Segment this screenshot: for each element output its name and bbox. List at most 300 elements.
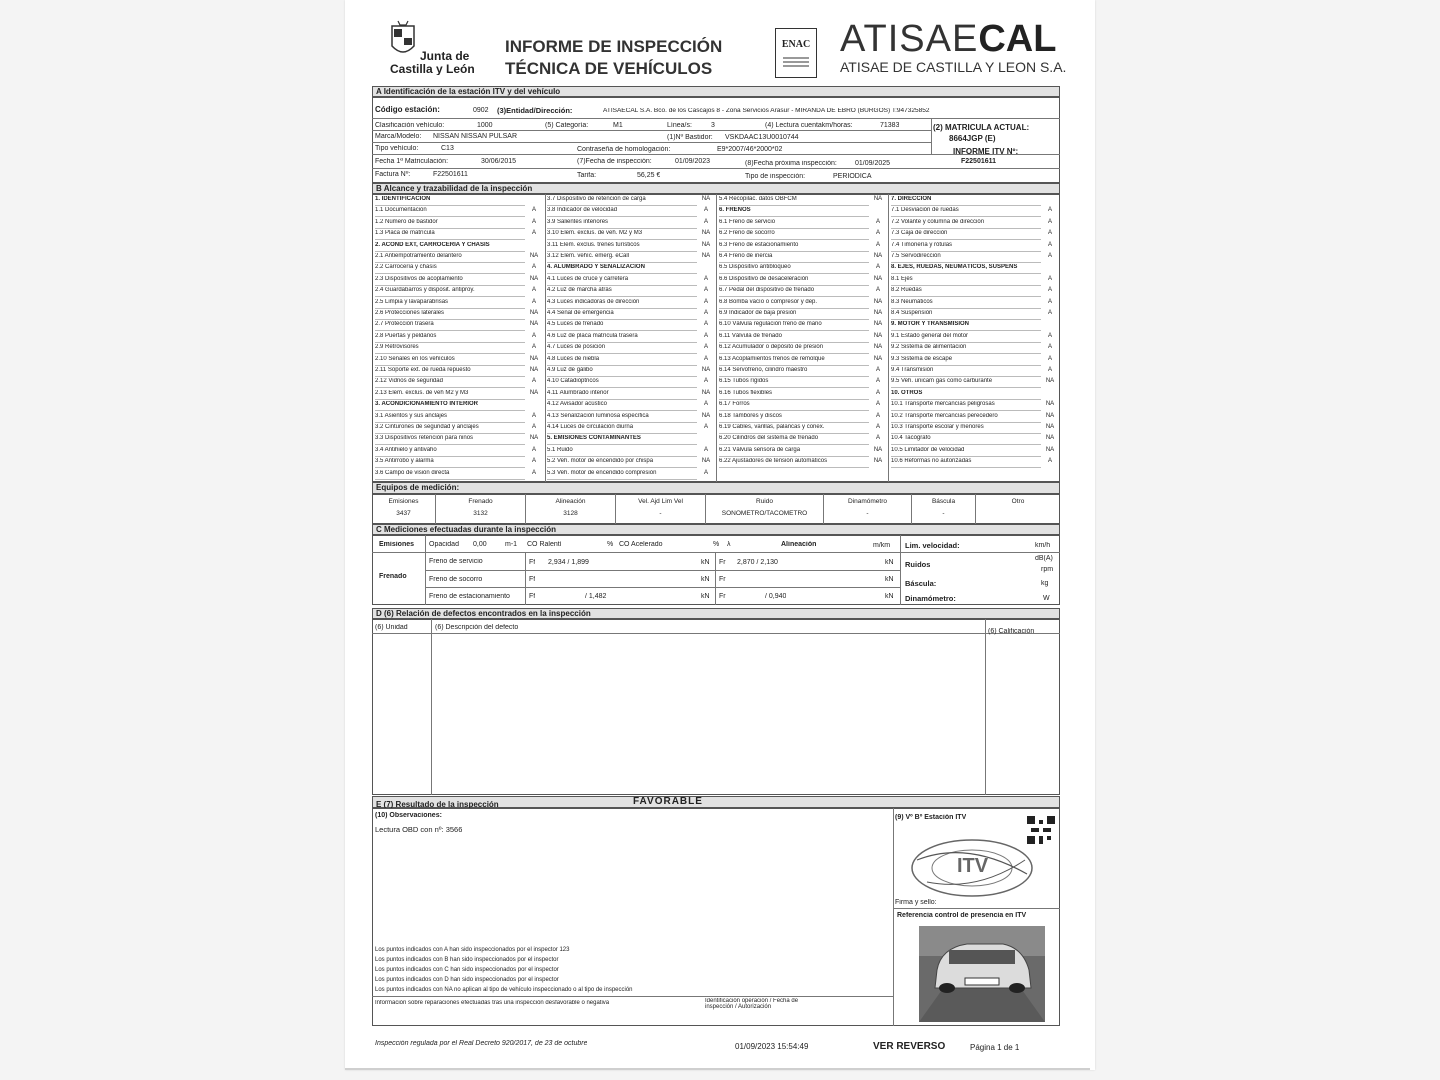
check-row-divider <box>719 387 869 388</box>
check-row-divider <box>375 433 525 434</box>
note-line: Los puntos indicados con NA no aplican al tipo de vehículo inspeccionado o al tipo de inspección <box>375 987 633 993</box>
check-row-divider <box>547 273 697 274</box>
check-label: 3.4 Antihielo y antivaho <box>375 446 437 453</box>
estac-fr-unit: kN <box>885 593 894 600</box>
check-row-divider <box>375 387 525 388</box>
check-label: 1.1 Documentación <box>375 207 427 214</box>
check-result: A <box>875 412 880 419</box>
check-label: 2.6 Protecciones laterales <box>375 310 445 316</box>
check-result: NA <box>873 253 883 259</box>
check-row-divider <box>375 296 525 297</box>
lectura-value: 71383 <box>880 122 900 129</box>
equipo-cell <box>436 494 526 524</box>
check-group-title: 5. EMISIONES CONTAMINANTES <box>547 435 641 442</box>
check-result: A <box>1047 241 1052 248</box>
check-result: A <box>1047 458 1052 465</box>
check-row-divider <box>547 444 697 445</box>
check-label: 3.11 Elem. exclus. trenes turísticos <box>547 241 640 248</box>
check-result: A <box>531 218 536 225</box>
check-result: A <box>703 321 708 328</box>
check-row-divider <box>719 262 869 263</box>
check-label: 4.5 Luces de frenado <box>547 321 604 328</box>
tarifa-value: 56,25 € <box>637 172 661 179</box>
vehicle-presence-photo <box>919 926 1045 1022</box>
check-result: A <box>703 344 708 351</box>
check-result: NA <box>701 412 711 419</box>
section-e-title: E (7) Resultado de la inspección <box>376 800 499 809</box>
section-c-title: C Mediciones efectuadas durante la inspección <box>376 525 557 534</box>
check-row-divider <box>891 365 1041 366</box>
check-result: A <box>1047 287 1052 294</box>
check-result: A <box>531 264 536 271</box>
contrasena-label: Contraseña de homologación: <box>577 146 671 153</box>
co-ralenti-unit: % <box>607 541 614 548</box>
check-row-divider <box>719 205 869 206</box>
check-row-divider <box>891 422 1041 423</box>
servicio-ff-label: Ff <box>529 559 536 566</box>
check-row-divider <box>375 319 525 320</box>
check-result: NA <box>873 446 883 453</box>
check-label: 4.3 Luces indicadoras de dirección <box>547 298 640 305</box>
check-result: A <box>1047 310 1052 316</box>
brand-left: ATISAE <box>840 18 979 60</box>
check-result: A <box>703 401 708 408</box>
check-label: 2.1 Antiempotramiento delantero <box>375 253 462 259</box>
check-label: 2.3 Dispositivos de acoplamiento <box>375 275 463 282</box>
check-label: 4.9 Luz de gálibo <box>547 367 593 373</box>
check-row-divider <box>719 467 869 468</box>
dinamometro-label: Dinamómetro: <box>905 595 956 603</box>
check-result: A <box>1047 367 1052 373</box>
section-a-title: A Identificación de la estación ITV y del vehículo <box>376 87 561 96</box>
check-label: 6.1 Freno de servicio <box>719 218 776 225</box>
check-result: A <box>703 207 708 214</box>
check-result: NA <box>1045 401 1055 408</box>
obs-text: Lectura OBD con nº: 3566 <box>375 826 463 834</box>
linea-label: Línea/s: <box>667 122 692 129</box>
car-photo-icon <box>919 926 1045 1022</box>
check-label: 8.1 Ejes <box>891 275 913 282</box>
matric-label: Fecha 1ª Matriculación: <box>375 158 449 165</box>
estac-ff-label: Ff <box>529 593 536 600</box>
check-result: A <box>703 298 708 305</box>
codigo-estacion-label: Código estación: <box>375 106 440 114</box>
check-row-divider <box>547 308 697 309</box>
check-result: NA <box>873 310 883 316</box>
check-label: 3.2 Cinturones de seguridad y anclajes <box>375 424 479 430</box>
check-row-divider <box>547 319 697 320</box>
check-result: NA <box>701 241 711 248</box>
check-row-divider <box>891 319 1041 320</box>
col-unidad-header: (6) Unidad <box>375 624 408 631</box>
check-label: 9.4 Transmisión <box>891 367 934 373</box>
check-row-divider <box>375 353 525 354</box>
fecha-insp-value: 01/09/2023 <box>675 158 711 165</box>
check-label: 4.10 Catadióptricos <box>547 378 599 385</box>
clasif-label: Clasificación vehículo: <box>375 122 445 129</box>
check-result: A <box>875 264 880 271</box>
result-favorable: FAVORABLE <box>633 797 703 807</box>
check-label: 4.11 Alumbrado interior <box>547 389 609 396</box>
check-row-divider <box>547 285 697 286</box>
socorro-fr-unit: kN <box>885 576 894 583</box>
check-row-divider <box>719 216 869 217</box>
check-label: 6.17 Forros <box>719 401 750 408</box>
check-row-divider <box>375 228 525 229</box>
check-label: 7.1 Desviación de ruedas <box>891 207 959 214</box>
frenado-label: Frenado <box>379 573 407 580</box>
check-row-divider <box>547 330 697 331</box>
check-result: A <box>875 241 880 248</box>
estac-fr-value: / 0,940 <box>765 593 787 600</box>
equipo-cell <box>824 494 912 524</box>
check-label: 10.3 Transporte escolar y menores <box>891 424 984 430</box>
check-label: 4.1 Luces de cruce y carretera <box>547 275 629 282</box>
check-row-divider <box>375 456 525 457</box>
check-row-divider <box>891 410 1041 411</box>
check-row-divider <box>891 353 1041 354</box>
stamp-text: ITV <box>957 856 989 876</box>
jcyl-line1: Junta de <box>420 50 470 62</box>
check-label: 7.4 Timonería y rótulas <box>891 241 953 248</box>
check-label: 6.4 Freno de inercia <box>719 253 773 259</box>
check-row-divider <box>719 285 869 286</box>
clasif-value: 1000 <box>477 122 493 129</box>
co-acelerado-label: CO Acelerado <box>619 541 663 548</box>
check-label: 6.6 Dispositivo de desaceleración <box>719 275 809 282</box>
check-label: 2.10 Señales en los vehículos <box>375 355 455 362</box>
check-group-title: 1. IDENTIFICACIÓN <box>375 196 431 202</box>
check-result: A <box>531 344 536 351</box>
linea-value: 3 <box>711 122 715 129</box>
report-title <box>505 36 722 80</box>
check-row-divider <box>719 456 869 457</box>
check-result: NA <box>1045 435 1055 442</box>
factura-value: F22501611 <box>433 171 468 178</box>
note-line: Los puntos indicados con C han sido inspeccionados por el inspector <box>375 967 559 973</box>
opacidad-value: 0,00 <box>473 541 487 548</box>
check-result: A <box>1047 298 1052 305</box>
check-row-divider <box>547 205 697 206</box>
check-result: NA <box>873 344 883 351</box>
check-row-divider <box>547 467 697 468</box>
check-label: 8.3 Neumáticos <box>891 298 933 305</box>
check-label: 2.12 Vidrios de seguridad <box>375 378 443 385</box>
servicio-fr-label: Fr <box>719 559 726 566</box>
check-result: NA <box>701 196 711 202</box>
check-row-divider <box>719 444 869 445</box>
matricula-value: 8664JGP (E) <box>949 135 996 143</box>
check-label: 6.3 Freno de estacionamiento <box>719 241 799 248</box>
check-row-divider <box>891 228 1041 229</box>
fecha-insp-label: (7)Fecha de inspección: <box>577 158 652 165</box>
check-row-divider <box>719 399 869 400</box>
check-row-divider <box>719 342 869 343</box>
scan-bottom-edge <box>345 1068 1090 1070</box>
obs-label: (10) Observaciones: <box>375 812 442 819</box>
section-e-header <box>372 796 1060 808</box>
equipo-value: 3128 <box>563 510 578 517</box>
check-label: 9.1 Estado general del motor <box>891 332 969 339</box>
check-result: A <box>531 446 536 453</box>
check-result: A <box>531 332 536 339</box>
socorro-fr-label: Fr <box>719 576 726 583</box>
equipo-name: Alineación <box>555 498 586 505</box>
section-d-title: D (6) Relación de defectos encontrados en la inspección <box>376 609 591 618</box>
matric-value: 30/06/2015 <box>481 158 517 165</box>
equipo-name: Báscula <box>931 498 956 505</box>
check-row-divider <box>547 479 697 480</box>
tipo-value: C13 <box>441 145 454 152</box>
check-label: 4.14 Luces de circulación diurna <box>547 424 634 430</box>
check-label: 6.16 Tubos flexibles <box>719 389 773 396</box>
check-row-divider <box>547 251 697 252</box>
check-row-divider <box>719 296 869 297</box>
co-acelerado-unit: % <box>713 541 720 548</box>
check-row-divider <box>375 410 525 411</box>
section-a-header <box>372 86 1060 97</box>
tipo-label: Tipo vehículo: <box>375 145 419 152</box>
check-group-title: 2. ACOND EXT, CARROCERÍA Y CHASIS <box>375 241 490 248</box>
equipo-cell <box>912 494 976 524</box>
check-label: 5.3 Veh. motor de encendido compresión <box>547 469 657 476</box>
check-result: NA <box>529 321 539 328</box>
dinamometro-unit: W <box>1043 595 1050 602</box>
check-result: NA <box>529 355 539 362</box>
section-d-header <box>372 608 1060 619</box>
check-row-divider <box>719 228 869 229</box>
check-result: A <box>703 446 708 453</box>
check-label: 6.2 Freno de socorro <box>719 230 775 237</box>
note-line: Los puntos indicados con B han sido inspeccionados por el inspector <box>375 957 559 963</box>
equipo-cell <box>526 494 616 524</box>
check-result: NA <box>873 275 883 282</box>
check-result: A <box>703 378 708 385</box>
check-group-title: 7. DIRECCIÓN <box>891 196 932 202</box>
check-row-divider <box>375 239 525 240</box>
ruidos-unit2: rpm <box>1041 566 1054 573</box>
categoria-value: M1 <box>613 122 623 129</box>
check-result: NA <box>1045 378 1055 385</box>
check-row-divider <box>547 239 697 240</box>
servicio-fr-unit: kN <box>885 559 894 566</box>
check-label: 4.13 Señalización luminosa específica <box>547 412 649 419</box>
check-row-divider <box>375 467 525 468</box>
check-row-divider <box>719 319 869 320</box>
check-result: A <box>531 287 536 294</box>
estac-ff-unit: kN <box>701 593 710 600</box>
check-label: 3.7 Dispositivo de retención de carga <box>547 196 646 202</box>
check-result: A <box>703 310 708 316</box>
check-row-divider <box>891 205 1041 206</box>
informe-label: INFORME ITV Nº: <box>953 148 1019 156</box>
check-result: A <box>875 367 880 373</box>
check-label: 4.4 Señal de emergencia <box>547 310 614 316</box>
check-row-divider <box>891 308 1041 309</box>
check-label: 10.6 Reformas no autorizadas <box>891 458 972 465</box>
check-row-divider <box>547 365 697 366</box>
entidad-value: ATISAECAL S.A. Bco. de los Cascajos 8 - Zona Servicios Arasur - MIRANDA DE EBRO (BURGOS) T:947325852 <box>603 108 930 114</box>
enac-label: ENAC <box>781 39 811 50</box>
bascula-label: Báscula: <box>905 580 937 588</box>
check-row-divider <box>719 365 869 366</box>
check-result: A <box>875 378 880 385</box>
lim-vel-unit: km/h <box>1035 542 1051 549</box>
check-group-title: 3. ACONDICIONAMIENTO INTERIOR <box>375 401 479 408</box>
contrasena-value: E9*2007/46*2000*02 <box>717 146 783 153</box>
check-label: 10.2 Transporte mercancías perecedero <box>891 412 998 419</box>
check-label: 7.3 Caja de dirección <box>891 230 948 237</box>
check-label: 7.2 Volante y columna de dirección <box>891 218 985 225</box>
check-result: NA <box>873 355 883 362</box>
check-row-divider <box>891 444 1041 445</box>
section-b-title: B Alcance y trazabilidad de la inspección <box>376 184 533 193</box>
note-line: Los puntos indicados con A han sido inspeccionados por el inspector 123 <box>375 947 570 953</box>
check-result: NA <box>873 332 883 339</box>
section-c-header <box>372 524 1060 535</box>
check-result: A <box>875 389 880 396</box>
equipo-value: - <box>942 510 945 517</box>
section-b-header <box>372 183 1060 194</box>
check-result: A <box>1047 207 1052 214</box>
check-result: A <box>531 298 536 305</box>
check-result: A <box>875 230 880 237</box>
check-label: 1.2 Número de bastidor <box>375 218 438 225</box>
check-result: A <box>1047 332 1052 339</box>
alineacion-unit: m/km <box>873 542 891 549</box>
co-ralenti-label: CO Ralentí <box>527 541 562 548</box>
check-label: 6.11 Válvula de frenado <box>719 332 782 339</box>
title-line2: TÉCNICA DE VEHÍCULOS <box>505 59 713 78</box>
check-label: 6.21 Válvula sensora de carga <box>719 446 801 453</box>
equipo-cell <box>976 494 1060 524</box>
check-row-divider <box>719 422 869 423</box>
check-result: A <box>1047 253 1052 259</box>
opacidad-unit: m-1 <box>505 541 518 548</box>
check-label: 2.2 Carrocería y chasis <box>375 264 437 271</box>
check-row-divider <box>375 422 525 423</box>
codigo-estacion-value: 0902 <box>473 107 489 114</box>
check-row-divider <box>891 330 1041 331</box>
check-row-divider <box>891 251 1041 252</box>
check-row-divider <box>891 342 1041 343</box>
check-label: 10.1 Transporte mercancías peligrosas <box>891 401 995 408</box>
prox-value: 01/09/2025 <box>855 160 891 167</box>
ref-label: Referencia control de presencia en ITV <box>897 912 1027 919</box>
check-row-divider <box>375 365 525 366</box>
marca-value: NISSAN NISSAN PULSAR <box>433 133 518 140</box>
check-result: NA <box>529 367 539 373</box>
prox-label: (8)Fecha próxima inspección: <box>745 160 837 167</box>
vb-label: (9) Vº Bº Estación ITV <box>895 814 967 821</box>
tipo-insp-label: Tipo de inspección: <box>745 173 806 180</box>
equipo-value: SONÓMETRO/TACÓMETRO <box>721 510 808 517</box>
check-row-divider <box>375 330 525 331</box>
check-row-divider <box>375 262 525 263</box>
check-label: 4.6 Luz de placa matrícula trasera <box>547 332 638 339</box>
check-label: 6.15 Tubos rígidos <box>719 378 769 385</box>
check-row-divider <box>891 273 1041 274</box>
check-row-divider <box>891 296 1041 297</box>
check-row-divider <box>719 251 869 252</box>
check-result: A <box>875 401 880 408</box>
col-desc-header: (6) Descripción del defecto <box>435 624 519 631</box>
equipos-header <box>372 482 1060 494</box>
check-label: 6.10 Válvula regulación freno de mano <box>719 321 822 328</box>
ident-block: Identificación operación / Fecha de inspección / Autorización <box>705 998 799 1010</box>
check-result: NA <box>701 230 711 237</box>
check-result: NA <box>529 435 539 442</box>
section-d-box <box>372 619 1060 795</box>
check-row-divider <box>547 399 697 400</box>
servicio-ff-unit: kN <box>701 559 710 566</box>
servicio-ff-value: 2,934 / 1,899 <box>548 559 589 566</box>
check-row-divider <box>547 262 697 263</box>
check-result: A <box>531 412 536 419</box>
check-row-divider <box>375 273 525 274</box>
check-label: 2.5 Limpia y lavaparabrisas <box>375 298 449 305</box>
tipo-insp-value: PERIÓDICA <box>833 173 872 180</box>
check-row-divider <box>891 467 1041 468</box>
check-result: A <box>875 218 880 225</box>
ruidos-unit1: dB(A) <box>1035 555 1053 562</box>
check-result: A <box>703 424 708 430</box>
inspection-report-sheet <box>345 0 1095 1070</box>
equipo-value: - <box>866 510 869 517</box>
check-row-divider <box>375 205 525 206</box>
equipos-title: Equipos de medición: <box>376 483 460 492</box>
check-label: 9.2 Sistema de alimentación <box>891 344 967 351</box>
check-row-divider <box>719 239 869 240</box>
check-label: 10.4 Tacógrafo <box>891 435 931 442</box>
check-label: 6.22 Ajustadores de tensión automáticos <box>719 458 828 465</box>
equipo-name: Frenado <box>468 498 493 505</box>
bascula-unit: kg <box>1041 580 1049 587</box>
check-row-divider <box>375 216 525 217</box>
check-label: 3.3 Dispositivos retención para niños <box>375 435 474 442</box>
tarifa-label: Tarifa: <box>577 172 597 179</box>
check-result: A <box>703 332 708 339</box>
socorro-ff-unit: kN <box>701 576 710 583</box>
check-group-title: 8. EJES, RUEDAS, NEUMÁTICOS, SUSPENS <box>891 264 1018 271</box>
check-label: 3.12 Elem. vehíc. emerg. eCall <box>547 253 630 259</box>
check-group-title: 4. ALUMBRADO Y SEÑALIZACIÓN <box>547 264 645 271</box>
check-row-divider <box>719 376 869 377</box>
check-row-divider <box>719 330 869 331</box>
check-row-divider <box>547 422 697 423</box>
check-label: 4.2 Luz de marcha atrás <box>547 287 612 294</box>
col-calif-header: (6) Calificación <box>988 628 1035 635</box>
alineacion-label: Alineación <box>781 541 817 548</box>
check-label: 2.8 Puertas y peldaños <box>375 332 437 339</box>
check-result: A <box>531 207 536 214</box>
lectura-label: (4) Lectura cuentakm/horas: <box>765 122 853 129</box>
check-row-divider <box>547 342 697 343</box>
check-result: NA <box>1045 412 1055 419</box>
check-result: A <box>875 435 880 442</box>
enac-lines-icon <box>781 56 811 68</box>
check-label: 6.8 Bomba vacío o compresor y dep. <box>719 298 818 305</box>
check-label: 6.19 Cables, varillas, palancas y conex. <box>719 424 825 430</box>
check-label: 6.14 Servofreno, cilindro maestro <box>719 367 808 373</box>
check-result: A <box>875 287 880 294</box>
socorro-label: Freno de socorro <box>429 576 483 583</box>
check-label: 5.1 Ruido <box>547 446 573 453</box>
check-result: A <box>531 424 536 430</box>
repair-info: Información sobre reparaciones efectuadas tras una inspección desfavorable o negativa <box>375 1000 610 1006</box>
ruidos-label: Ruidos <box>905 561 931 569</box>
check-result: NA <box>1045 446 1055 453</box>
